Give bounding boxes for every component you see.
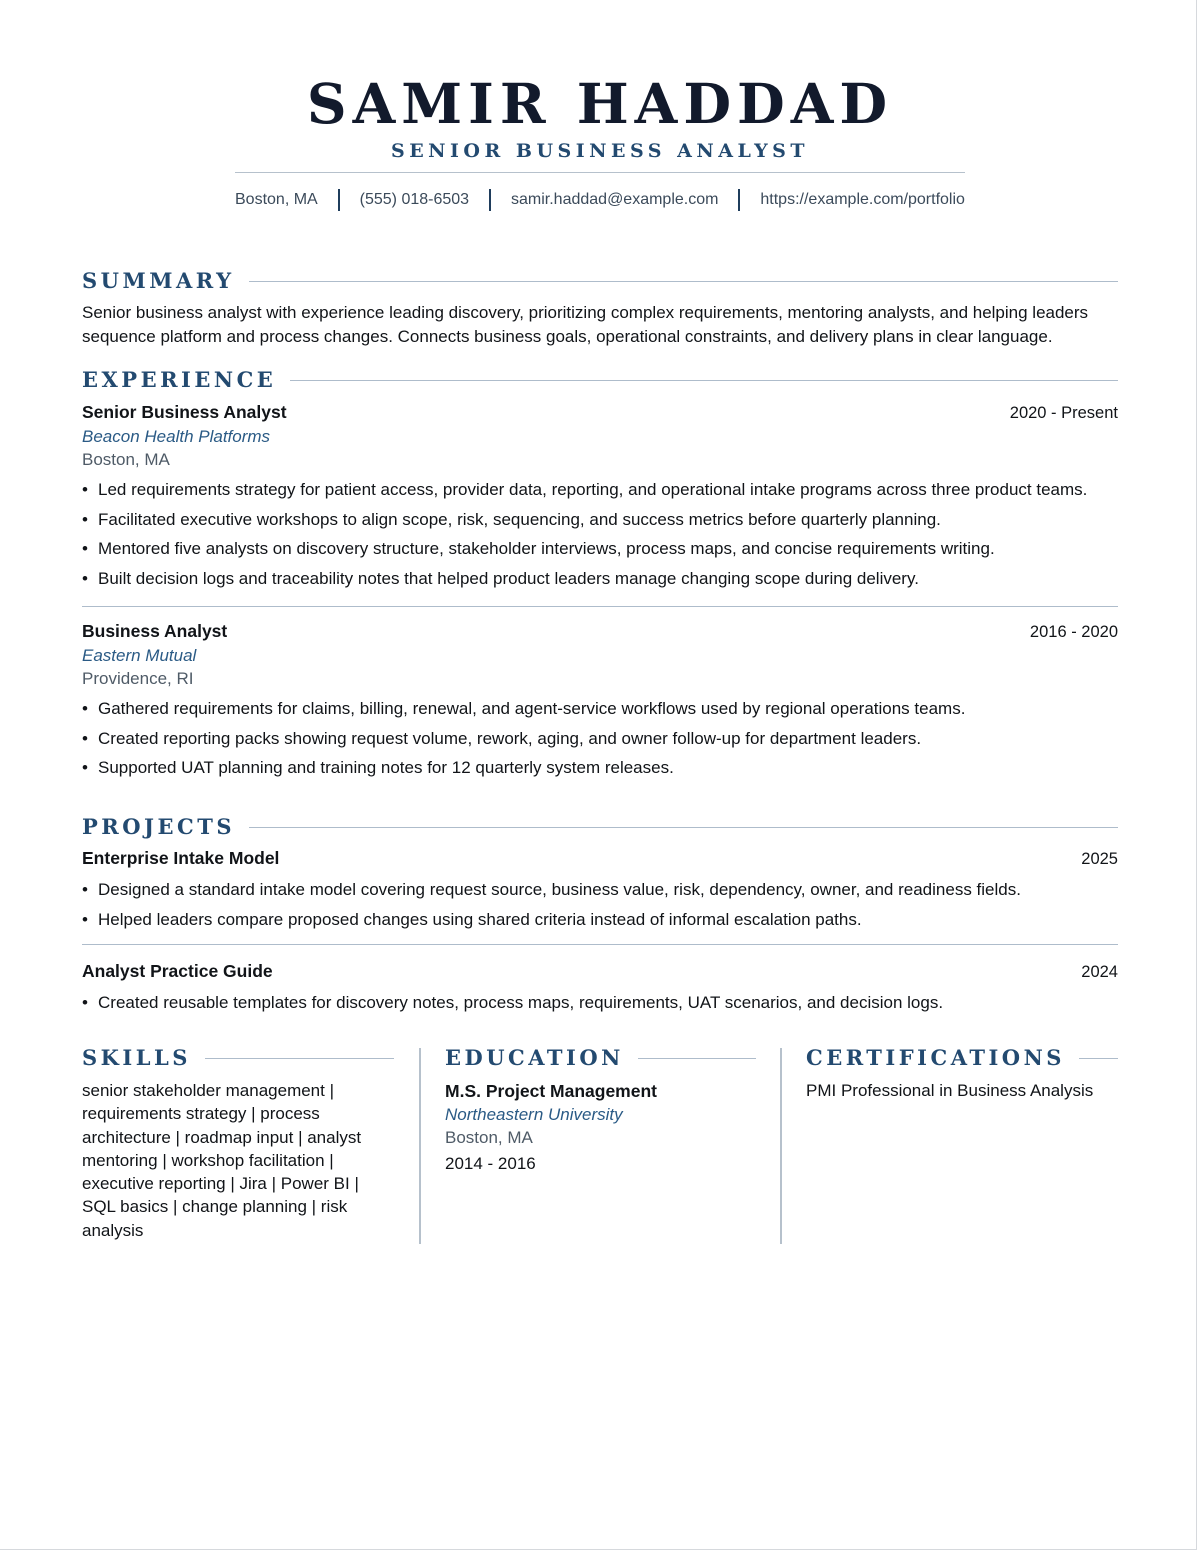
- project-bullets: [82, 875, 1118, 934]
- job-title: Business Analyst: [82, 621, 228, 641]
- contact-separator: [738, 189, 740, 211]
- project-year: 2025: [1081, 850, 1118, 868]
- bullet-item: • Designed a standard intake model covering request source, business value, risk, dependency, owner, and readiness fields.: [82, 875, 1118, 905]
- contact-website[interactable]: https://example.com/portfolio: [760, 191, 965, 208]
- experience-entry: [82, 400, 1118, 593]
- header-divider: [235, 172, 965, 173]
- section-rule: [290, 380, 1118, 381]
- degree-name: M.S. Project Management: [445, 1081, 657, 1101]
- certification-item: PMI Professional in Business Analysis: [806, 1081, 1094, 1100]
- project-bullets: [82, 988, 1118, 1018]
- column-divider: [419, 1048, 421, 1244]
- column-divider: [780, 1048, 782, 1244]
- project-name: Enterprise Intake Model: [82, 848, 280, 868]
- bullet-item: • Helped leaders compare proposed changes using shared criteria instead of informal escalation paths.: [82, 905, 1118, 935]
- project-entry: [82, 959, 1118, 1018]
- entry-divider: [82, 944, 1118, 945]
- bullet-item: • Supported UAT planning and training notes for 12 quarterly system releases.: [82, 753, 1118, 783]
- resume-header: [0, 72, 1200, 163]
- school-name: Northeastern University: [445, 1105, 623, 1124]
- projects-heading-text: PROJECTS: [82, 814, 235, 839]
- section-rule: [249, 827, 1118, 828]
- contact-separator: [338, 189, 340, 211]
- school-location: Boston, MA: [445, 1128, 533, 1147]
- project-entry: [82, 846, 1118, 934]
- bullet-item: • Led requirements strategy for patient access, provider data, reporting, and operational intake programs across three product teams.: [82, 475, 1118, 505]
- job-location: Providence, RI: [82, 669, 194, 688]
- candidate-title: SENIOR BUSINESS ANALYST: [390, 140, 810, 162]
- experience-entry: [82, 619, 1118, 783]
- section-rule: [638, 1058, 756, 1059]
- job-location: Boston, MA: [82, 450, 170, 469]
- project-name: Analyst Practice Guide: [82, 961, 273, 981]
- education-column: [445, 1045, 756, 1177]
- contact-email[interactable]: samir.haddad@example.com: [511, 191, 719, 208]
- candidate-name: SAMIR HADDAD: [306, 71, 894, 136]
- experience-heading-text: EXPERIENCE: [82, 367, 277, 392]
- entry-divider: [82, 606, 1118, 607]
- bullet-item: • Built decision logs and traceability notes that helped product leaders manage changing scope during delivery.: [82, 564, 1118, 594]
- project-year: 2024: [1081, 963, 1118, 981]
- experience-heading: [82, 367, 1118, 393]
- bullet-item: • Gathered requirements for claims, billing, renewal, and agent-service workflows used by regional operations teams.: [82, 694, 1118, 724]
- contact-location: Boston, MA: [235, 191, 318, 208]
- company-name: Beacon Health Platforms: [82, 427, 271, 446]
- skills-column: [82, 1045, 394, 1242]
- job-dates: 2016 - 2020: [1029, 623, 1118, 641]
- section-rule: [249, 281, 1118, 282]
- bullet-item: • Mentored five analysts on discovery structure, stakeholder interviews, process maps, and concise requirements writing.: [82, 534, 1118, 564]
- education-dates: 2014 - 2016: [445, 1154, 536, 1173]
- summary-text: Senior business analyst with experience leading discovery, prioritizing complex requirements, mentoring analysts, and helping leaders sequence platform and process changes. Connects business goals, operational constraints, and delivery plans in clear language.: [82, 303, 1089, 346]
- skills-list: senior stakeholder management | requirements strategy | process architecture | roadmap input | analyst mentoring | workshop facilitation | executive reporting | Jira | Power BI | SQL basics | change planning | risk analysis: [82, 1081, 362, 1240]
- section-rule: [1079, 1058, 1118, 1059]
- bullet-item: • Created reporting packs showing request volume, rework, aging, and owner follow-up for department leaders.: [82, 724, 1118, 754]
- job-bullets: [82, 475, 1118, 593]
- education-heading: EDUCATION: [445, 1045, 624, 1070]
- certifications-column: [806, 1045, 1118, 1103]
- job-bullets: [82, 694, 1118, 783]
- certifications-heading: CERTIFICATIONS: [806, 1045, 1065, 1070]
- contact-separator: [489, 189, 491, 211]
- job-dates: 2020 - Present: [1009, 404, 1118, 422]
- contact-phone: (555) 018-6503: [359, 191, 470, 208]
- bullet-item: • Created reusable templates for discovery notes, process maps, requirements, UAT scenarios, and decision logs.: [82, 988, 1118, 1018]
- projects-heading: [82, 814, 1118, 840]
- skills-heading: SKILLS: [82, 1045, 191, 1070]
- contact-bar: [235, 188, 965, 212]
- bullet-item: • Facilitated executive workshops to align scope, risk, sequencing, and success metrics before quarterly planning.: [82, 505, 1118, 535]
- summary-heading-text: SUMMARY: [82, 268, 235, 293]
- summary-heading: [82, 268, 1118, 294]
- section-rule: [205, 1058, 394, 1059]
- job-title: Senior Business Analyst: [82, 402, 287, 422]
- company-name: Eastern Mutual: [82, 646, 197, 665]
